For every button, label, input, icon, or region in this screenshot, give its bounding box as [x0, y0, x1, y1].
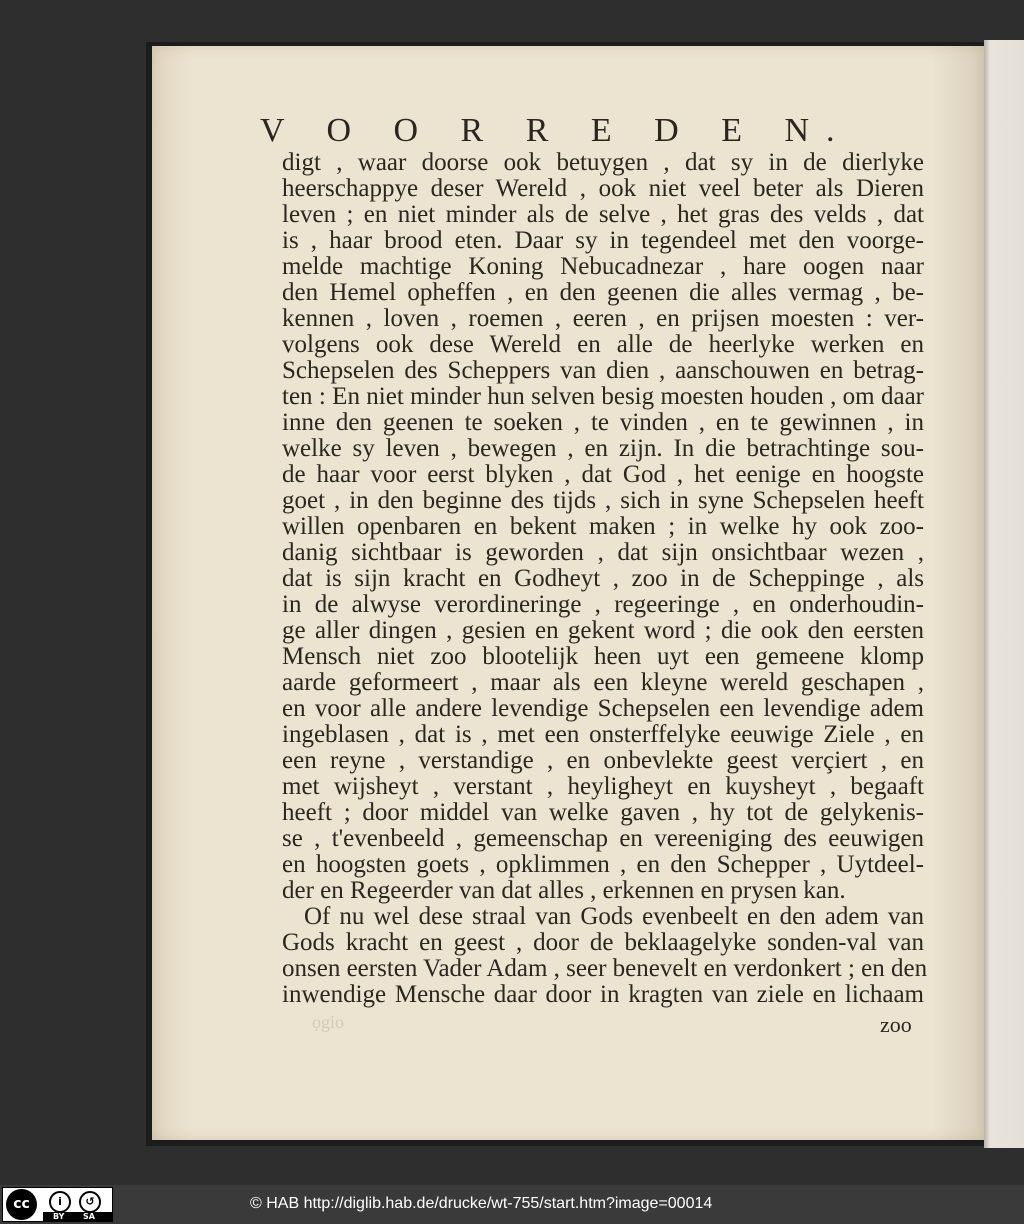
copyright-link[interactable]: © HAB http://diglib.hab.de/drucke/wt-755/start.htm?image=00014	[250, 1195, 713, 1212]
text-line: inne den geenen te soeken , te vinden , en te gewinnen , in	[282, 409, 924, 436]
text-line: onsen eersten Vader Adam , seer benevelt en verdonkert ; en den	[282, 955, 928, 982]
license-sa-label: SA	[83, 1212, 95, 1221]
text-line: melde machtige Koning Nebucadnezar , hare oogen naar	[282, 253, 924, 280]
text-line: in de alwyse verordineringe , regeeringe , en onderhoudin-	[282, 591, 924, 618]
text-line: inwendige Mensche daar door in kragten van ziele en lichaam	[282, 981, 924, 1008]
text-line: heeft ; door middel van welke gaven , hy tot de gelykenis-	[282, 799, 924, 826]
text-line: ingeblasen , dat is , met een onsterffelyke eeuwige Ziele , en	[282, 721, 924, 748]
text-line: met wijsheyt , verstant , heyligheyt en kuysheyt , begaaft	[282, 773, 924, 800]
text-line: Of nu wel dese straal van Gods evenbeelt en den adem van	[304, 903, 924, 930]
text-line: de haar voor eerst blyken , dat God , het eenige en hoogste	[282, 461, 924, 488]
text-line: Gods kracht en geest , door de beklaagelyke sonden-val van	[282, 929, 924, 956]
footer-bar	[0, 1185, 1024, 1224]
text-line: en hoogsten goets , opklimmen , en den Schepper , Uytdeel-	[282, 851, 924, 878]
text-line: een reyne , verstandige , en onbevlekte geest verçiert , en	[282, 747, 924, 774]
text-line: is , haar brood eten. Daar sy in tegendeel met den voorge-	[282, 227, 924, 254]
text-line: goet , in den beginne des tijds , sich in syne Schepselen heeft	[282, 487, 924, 514]
text-line: en voor alle andere levendige Schepselen een levendige adem	[282, 695, 924, 722]
text-line: leven ; en niet minder als de selve , het gras des velds , dat	[282, 201, 924, 228]
page-body-text	[282, 149, 928, 1008]
text-line: aarde geformeert , maar als een kleyne wereld geschapen ,	[282, 669, 924, 696]
text-line: der en Regeerder van dat alles , erkennen en prysen kan.	[282, 877, 846, 904]
adjacent-page-edge	[984, 40, 1024, 1148]
ghost-mark: ọgio	[312, 1012, 345, 1032]
text-line: volgens ook dese Wereld en alle de heerlyke werken en	[282, 331, 924, 358]
text-line: heerschappye deser Wereld , ook niet veel beter als Dieren	[282, 175, 924, 202]
text-line: dat is sijn kracht en Godheyt , zoo in de Scheppinge , als	[282, 565, 924, 592]
text-line: ten : En niet minder hun selven besig moesten houden , om daar	[282, 383, 924, 410]
text-line: ge aller dingen , gesien en gekent word ; die ook den eersten	[282, 617, 924, 644]
text-line: den Hemel opheffen , en den geenen die alles vermag , be-	[282, 279, 924, 306]
text-line: Schepselen des Scheppers van dien , aanschouwen en betrag-	[282, 357, 924, 384]
text-line: digt , waar doorse ook betuygen , dat sy in de dierlyke	[282, 149, 924, 176]
text-line: willen openbaren en bekent maken ; in welke hy ook zoo-	[282, 513, 924, 540]
text-line: welke sy leven , bewegen , en zijn. In die betrachtinge sou-	[282, 435, 924, 462]
attribution-icon: i	[49, 1191, 71, 1213]
text-line: danig sichtbaar is geworden , dat sijn onsichtbaar wezen ,	[282, 539, 924, 566]
page-heading: V O O R R E D E N.	[260, 112, 852, 149]
catchword: zoo	[880, 1012, 912, 1037]
text-line: kennen , loven , roemen , eeren , en prijsen moesten : ver-	[282, 305, 924, 332]
license-by-label: BY	[53, 1212, 65, 1221]
text-line: Mensch niet zoo blootelijk heen uyt een gemeene klomp	[282, 643, 924, 670]
text-line: se , t'evenbeeld , gemeenschap en vereeniging des eeuwigen	[282, 825, 924, 852]
creative-commons-icon: cc	[6, 1189, 37, 1220]
cc-license-badge[interactable]	[2, 1187, 113, 1222]
share-alike-icon: ↺	[79, 1191, 101, 1213]
